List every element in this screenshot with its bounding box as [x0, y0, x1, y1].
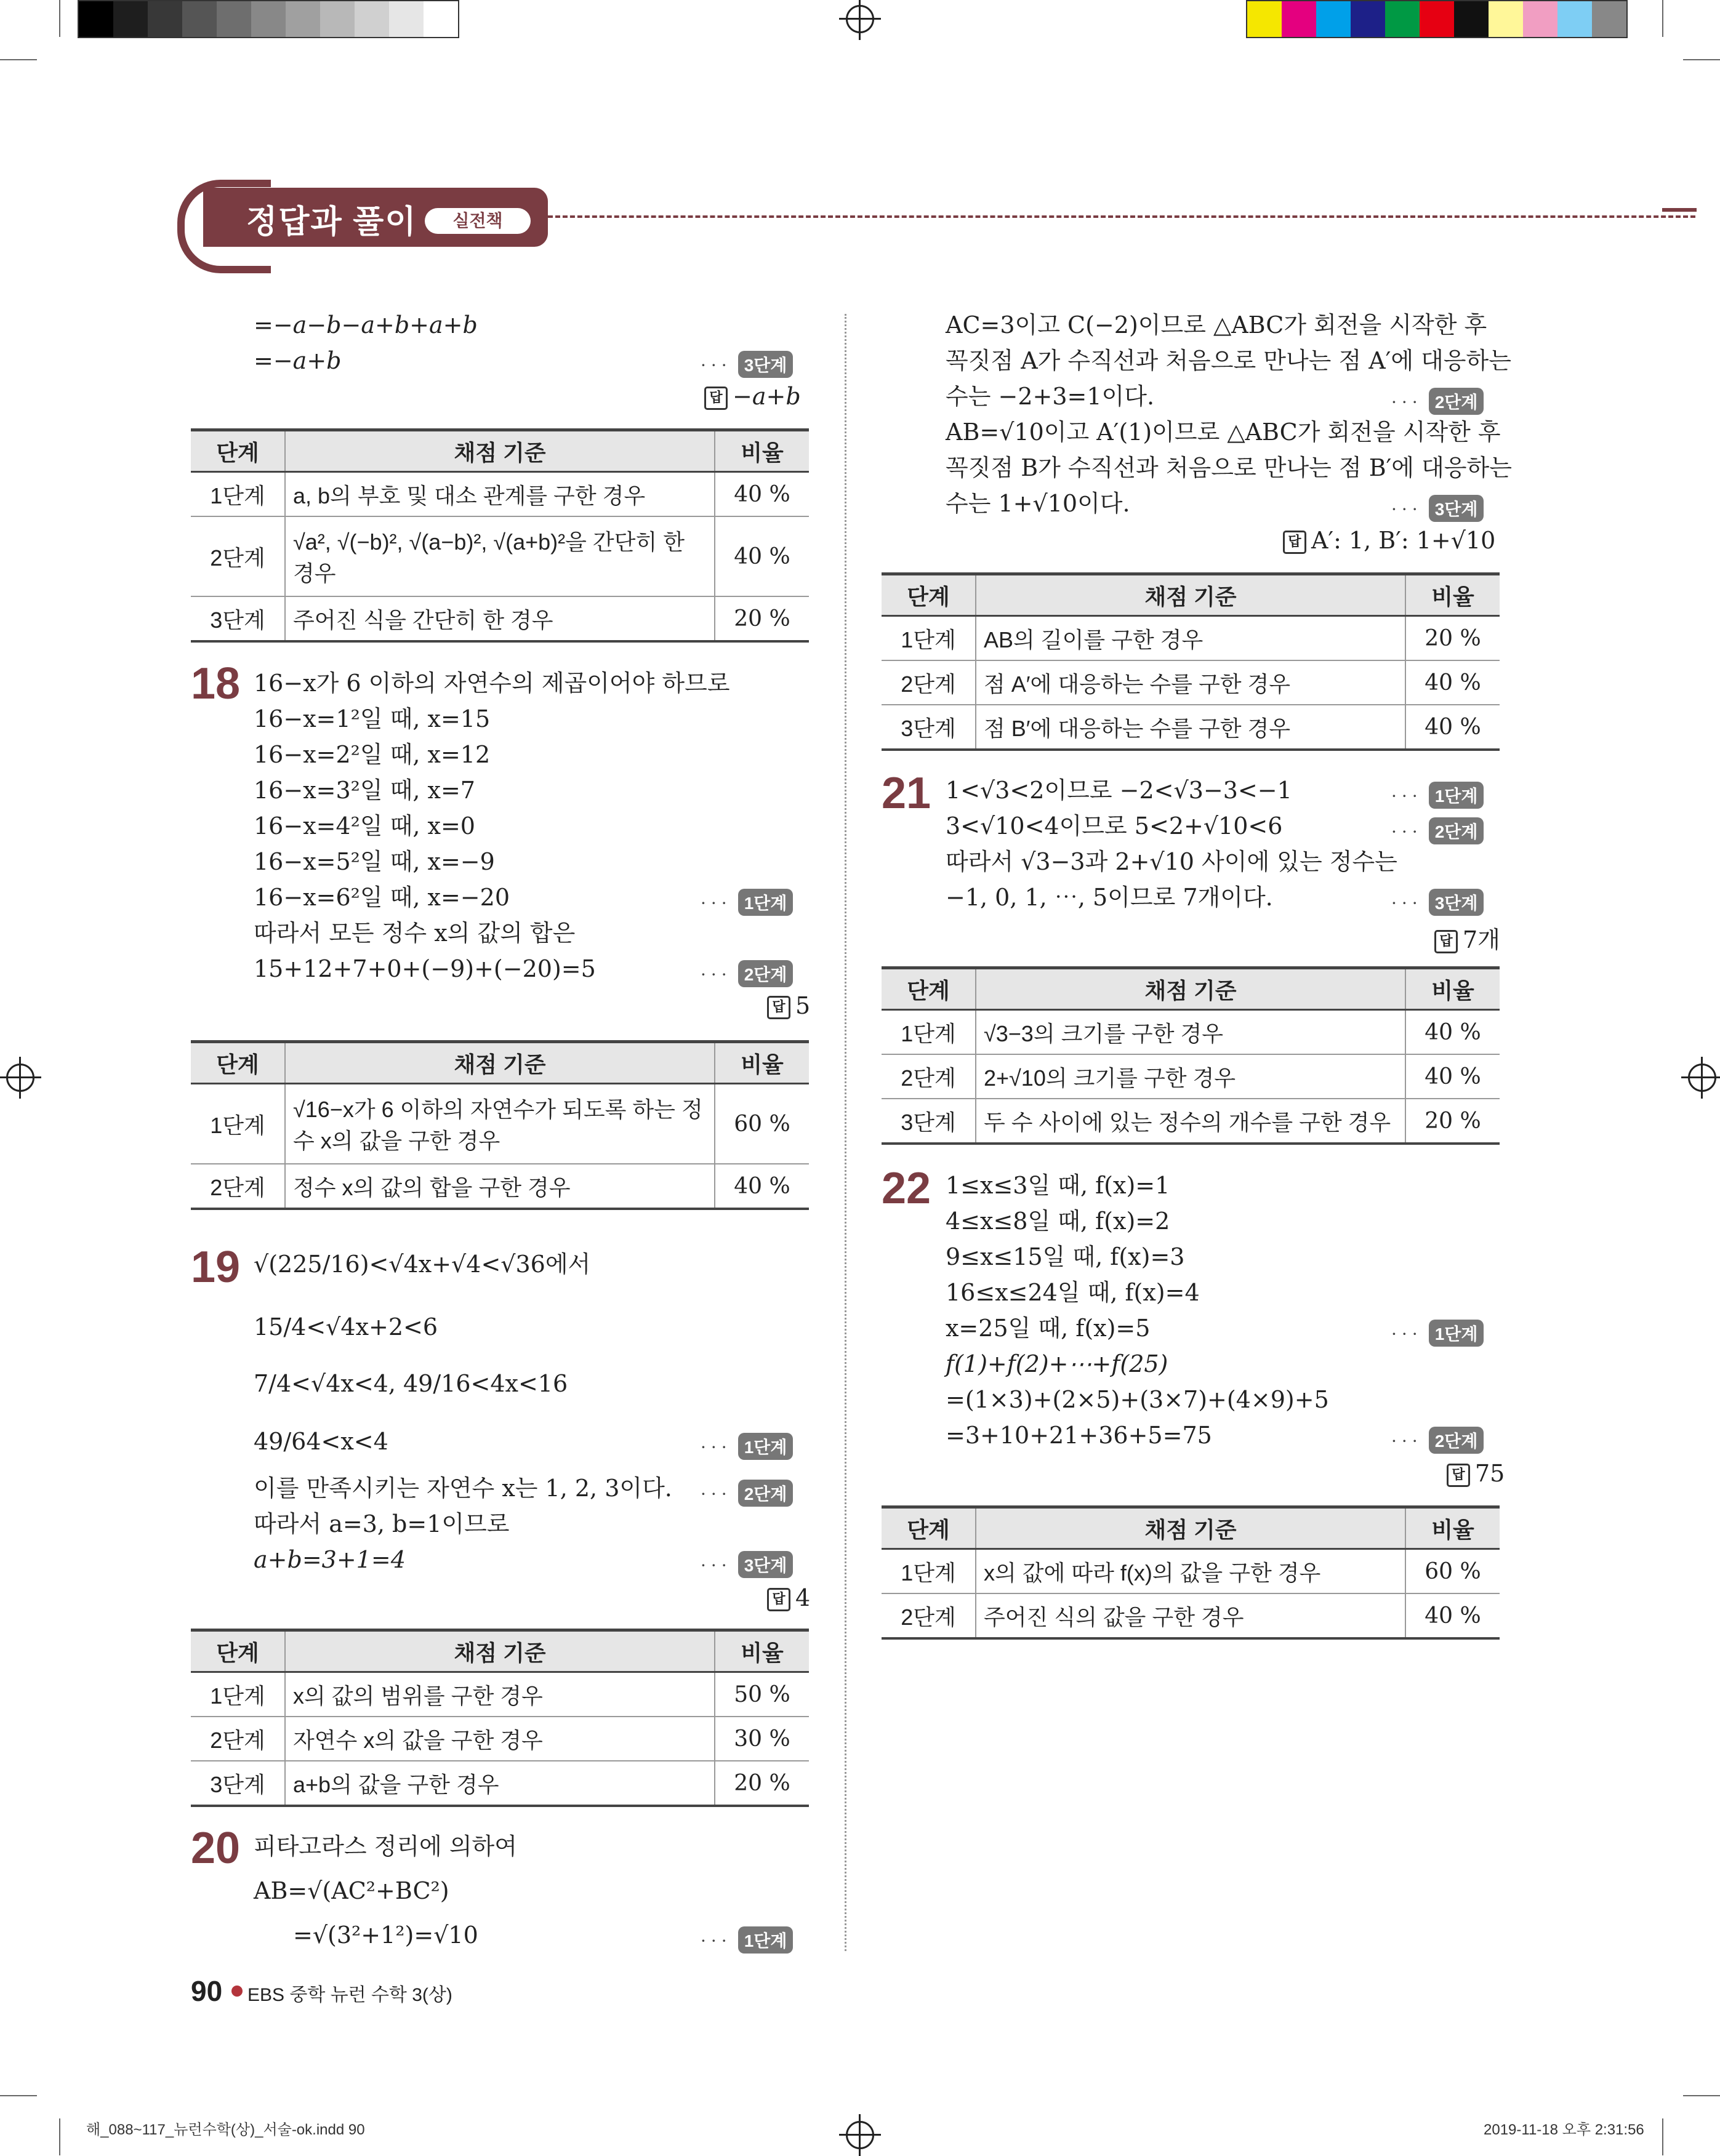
math-line: 수는 −2+3=1이다.: [946, 383, 1155, 410]
problem-number: 20: [191, 1824, 241, 1873]
print-slug-left: 해_088~117_뉴런수학(상)_서술-ok.indd 90: [86, 2122, 365, 2138]
step-marker: ··· 1단계: [701, 889, 793, 916]
math-line: 16−x=3²일 때, x=7: [254, 777, 475, 804]
header-dashed-line: [548, 215, 1695, 218]
problem-number: 19: [191, 1243, 241, 1292]
math-line: =−a−b−a+b+a+b: [254, 311, 478, 339]
answer-icon: 답: [1434, 930, 1458, 953]
crop-mark: [1662, 0, 1663, 37]
math-line: 7/4<√4x<4, 49/16<4x<16: [254, 1370, 568, 1397]
answer: 답 7개: [1434, 921, 1500, 955]
step-marker: ··· 1단계: [701, 1926, 793, 1954]
math-line: 15/4<√4x+2<6: [254, 1313, 438, 1340]
math-line: 15+12+7+0+(−9)+(−20)=5: [254, 955, 596, 982]
math-line: 1<√3<2이므로 −2<√3−3<−1: [946, 777, 1292, 804]
column-divider: [845, 314, 846, 1951]
step-marker: ··· 2단계: [1391, 388, 1484, 415]
step-marker: ··· 2단계: [1391, 817, 1484, 844]
answer: 답 A′: 1, B′: 1+√10: [1283, 527, 1495, 554]
math-line: 16−x=6²일 때, x=−20: [254, 884, 510, 911]
crop-mark: [1683, 59, 1720, 60]
step-marker: ··· 1단계: [701, 1433, 793, 1460]
math-line: 꼭짓점 A가 수직선과 처음으로 만나는 점 A′에 대응하는: [946, 347, 1511, 374]
math-line: 따라서 a=3, b=1이므로: [254, 1510, 510, 1537]
registration-mark-icon: [6, 1064, 34, 1092]
math-line: AB=√(AC²+BC²): [254, 1877, 449, 1904]
math-line: 16−x=2²일 때, x=12: [254, 741, 491, 768]
math-line: x=25일 때, f(x)=5: [946, 1315, 1151, 1342]
crop-mark: [1683, 2095, 1720, 2096]
math-line: 3<√10<4이므로 5<2+√10<6: [946, 812, 1283, 840]
step-marker: ··· 2단계: [701, 1480, 793, 1507]
math-line: 수는 1+√10이다.: [946, 490, 1130, 517]
section-badge: 실전책: [425, 208, 531, 234]
step-marker: ··· 1단계: [1391, 1320, 1484, 1347]
registration-mark-icon: [1688, 1064, 1716, 1092]
registration-mark-icon: [846, 2121, 874, 2149]
step-marker: ··· 3단계: [701, 351, 793, 378]
math-line: −1, 0, 1, ⋯, 5이므로 7개이다.: [946, 884, 1273, 911]
step-marker: ··· 3단계: [701, 1551, 793, 1578]
math-line: =−a+b: [254, 347, 342, 374]
math-line: 꼭짓점 B가 수직선과 처음으로 만나는 점 B′에 대응하는: [946, 454, 1512, 481]
math-line: 16≤x≤24일 때, f(x)=4: [946, 1279, 1200, 1306]
grading-table: 단계 채점 기준 비율 1단계 a, b의 부호 및 대소 관계를 구한 경우 40 % 2단계 √a², √(−b)², √(a−b)², √(a+b)²을 간단히 한 경우 40 % 3단계 주어진 식을 간단히 한 경우 20 %: [191, 428, 809, 643]
math-line: 16−x가 6 이하의 자연수의 제곱이어야 하므로: [254, 670, 730, 697]
answer-icon: 답: [1447, 1464, 1470, 1487]
answer: 답 4: [767, 1584, 810, 1611]
math-line: =√(3²+1²)=√10: [293, 1922, 478, 1949]
math-line: =(1×3)+(2×5)+(3×7)+(4×9)+5: [946, 1386, 1329, 1413]
math-line: AB=√10이고 A′(1)이므로 △ABC가 회전을 시작한 후: [946, 419, 1501, 446]
step-marker: ··· 3단계: [1391, 889, 1484, 916]
answer-icon: 답: [704, 387, 728, 410]
math-line: √(225/16)<√4x+√4<√36에서: [254, 1251, 591, 1278]
footer-dot-icon: [231, 1986, 243, 1997]
problem-number: 22: [882, 1164, 931, 1213]
math-line: 16−x=5²일 때, x=−9: [254, 848, 495, 875]
math-line: AC=3이고 C(−2)이므로 △ABC가 회전을 시작한 후: [946, 311, 1487, 339]
registration-mark-icon: [846, 5, 874, 33]
crop-mark: [0, 59, 37, 60]
color-bar: [1246, 0, 1628, 38]
problem-number: 18: [191, 659, 241, 708]
step-marker: ··· 2단계: [701, 960, 793, 987]
math-line: 1≤x≤3일 때, f(x)=1: [946, 1172, 1170, 1199]
grading-table: 단계 채점 기준 비율 1단계 √16−x가 6 이하의 자연수가 되도록 하는 정수 x의 값을 구한 경우 60 % 2단계 정수 x의 값의 합을 구한 경우 40 %: [191, 1040, 809, 1210]
math-line: 16−x=1²일 때, x=15: [254, 705, 491, 732]
step-marker: ··· 1단계: [1391, 782, 1484, 809]
math-line: 16−x=4²일 때, x=0: [254, 812, 475, 840]
step-marker: ··· 3단계: [1391, 495, 1484, 522]
math-line: 따라서 모든 정수 x의 값의 합은: [254, 920, 576, 947]
section-title: 정답과 풀이: [246, 204, 417, 240]
answer-icon: 답: [767, 1588, 790, 1611]
math-line: a+b=3+1=4: [254, 1546, 406, 1573]
problem-number: 21: [882, 769, 931, 818]
grading-table: 단계 채점 기준 비율 1단계 AB의 길이를 구한 경우 20 % 2단계 점 A′에 대응하는 수를 구한 경우 40 % 3단계 점 B′에 대응하는 수를 구한 경우 40 %: [882, 572, 1500, 751]
crop-mark: [1662, 2118, 1663, 2155]
math-line: 9≤x≤15일 때, f(x)=3: [946, 1243, 1185, 1270]
math-line: =3+10+21+36+5=75: [946, 1422, 1212, 1449]
math-line: f(1)+f(2)+⋯+f(25): [946, 1350, 1168, 1377]
grayscale-bar: [78, 0, 459, 38]
grading-table: 단계 채점 기준 비율 1단계 √3−3의 크기를 구한 경우 40 % 2단계 2+√10의 크기를 구한 경우 40 % 3단계 두 수 사이에 있는 정수의 개수를 구한 경우 20 %: [882, 966, 1500, 1145]
print-slug-right: 2019-11-18 오후 2:31:56: [1484, 2122, 1644, 2138]
grading-table: 단계 채점 기준 비율 1단계 x의 값의 범위를 구한 경우 50 % 2단계 자연수 x의 값을 구한 경우 30 % 3단계 a+b의 값을 구한 경우 20 %: [191, 1629, 809, 1807]
page-number: 90: [191, 1975, 223, 2007]
answer: 답 75: [1447, 1460, 1505, 1487]
answer-icon: 답: [767, 996, 790, 1019]
answer: 답 −a+b: [704, 383, 801, 410]
header-line-end: [1662, 208, 1697, 212]
math-line: 4≤x≤8일 때, f(x)=2: [946, 1208, 1170, 1235]
step-marker: ··· 2단계: [1391, 1427, 1484, 1454]
grading-table: 단계 채점 기준 비율 1단계 x의 값에 따라 f(x)의 값을 구한 경우 60 % 2단계 주어진 식의 값을 구한 경우 40 %: [882, 1505, 1500, 1640]
book-title: EBS 중학 뉴런 수학 3(상): [247, 1985, 452, 2005]
math-line: 피타고라스 정리에 의하여: [254, 1833, 517, 1860]
crop-mark: [59, 2118, 60, 2155]
answer-icon: 답: [1283, 531, 1306, 554]
answer: 답 5: [767, 992, 810, 1019]
math-line: 따라서 √3−3과 2+√10 사이에 있는 정수는: [946, 848, 1397, 875]
crop-mark: [0, 2095, 37, 2096]
crop-mark: [59, 0, 60, 37]
math-line: 49/64<x<4: [254, 1428, 388, 1455]
math-line: 이를 만족시키는 자연수 x는 1, 2, 3이다.: [254, 1475, 672, 1502]
